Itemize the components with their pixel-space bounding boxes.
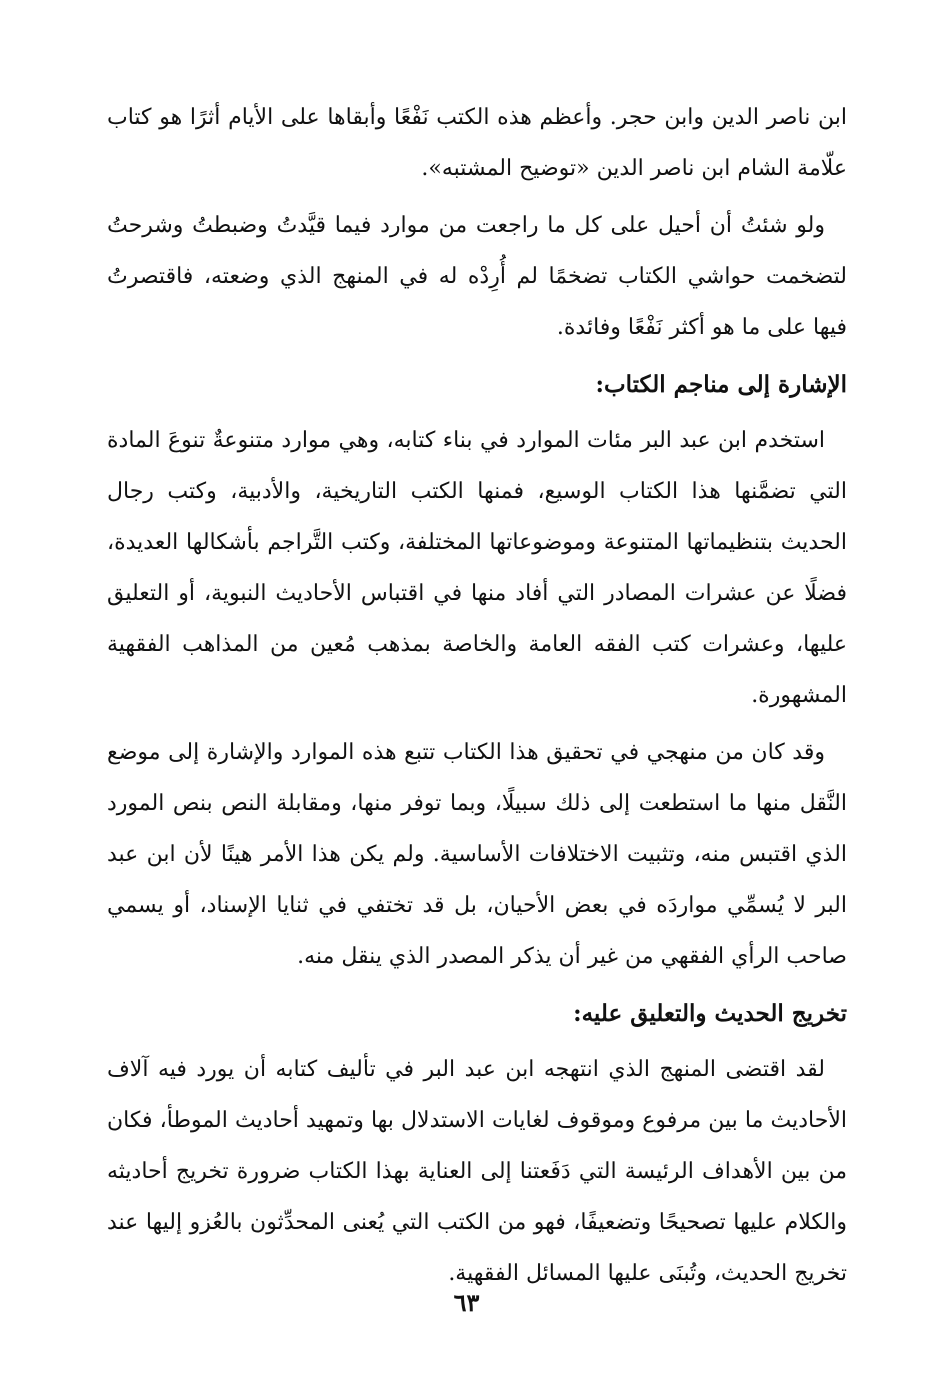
paragraph-4: وقد كان من منهجي في تحقيق هذا الكتاب تتبع هذه الموارد والإشارة إلى موضع النَّقل منها ما استطعت إلى ذلك سبيلًا، وبما توفر منها، ومقابلة النص بنص المورد الذي اقتبس منه، وتثبيت الاختلافات الأساسية. ولم يكن هذا الأمر هينًا لأن ابن عبد البر لا يُسمِّي مواردَه في بعض الأحيان، بل قد تختفي في ثنايا الإسناد، أو يسمي صاحب الرأي الفقهي من غير أن يذكر المصدر الذي ينقل منه. bbox=[107, 740, 847, 969]
page-number: ٦٣ bbox=[453, 1288, 480, 1317]
page-body bbox=[107, 92, 847, 1305]
section-heading-hadith: تخريج الحديث والتعليق عليه: bbox=[573, 1000, 847, 1027]
paragraph-5: لقد اقتضى المنهج الذي انتهجه ابن عبد البر في تأليف كتابه أن يورد فيه آلاف الأحاديث ما بين مرفوع وموقوف لغايات الاستدلال بها وتمهيد أحاديث الموطأ، فكان من بين الأهداف الرئيسة التي دَفَعتنا إلى العناية بهذا الكتاب ضرورة تخريج أحاديثه والكلام عليها تصحيحًا وتضعيفًا، فهو من الكتب التي يُعنى المحدِّثون بالعُزو إليها عند تخريج الحديث، وتُبنَى عليها المسائل الفقهية. bbox=[107, 1057, 847, 1286]
section-heading-sources: الإشارة إلى مناجم الكتاب: bbox=[595, 371, 847, 398]
paragraph-3: استخدم ابن عبد البر مئات الموارد في بناء كتابه، وهي موارد متنوعةٌ تنوعَ المادة التي تضمَّنها هذا الكتاب الوسيع، فمنها الكتب التاريخية، والأدبية، وكتب رجال الحديث بتنظيماتها المتنوعة وموضوعاتها المختلفة، وكتب التَّراجم بأشكالها العديدة، فضلًا عن عشرات المصادر التي أفاد منها في اقتباس الأحاديث النبوية، أو التعليق عليها، وعشرات كتب الفقه العامة والخاصة بمذهب مُعين من المذاهب الفقهية المشهورة. bbox=[107, 428, 847, 708]
paragraph-2: ولو شئتُ أن أحيل على كل ما راجعت من موارد فيما قيَّدتُ وضبطتُ وشرحتُ لتضخمت حواشي الكتاب تضخمًا لم أُرِدْه له في المنهج الذي وضعته، فاقتصرتُ فيها على ما هو أكثر نَفْعًا وفائدة. bbox=[107, 213, 847, 340]
paragraph-1: ابن ناصر الدين وابن حجر. وأعظم هذه الكتب نَفْعًا وأبقاها على الأيام أثرًا هو كتاب علّامة الشام ابن ناصر الدين «توضيح المشتبه». bbox=[107, 105, 847, 181]
